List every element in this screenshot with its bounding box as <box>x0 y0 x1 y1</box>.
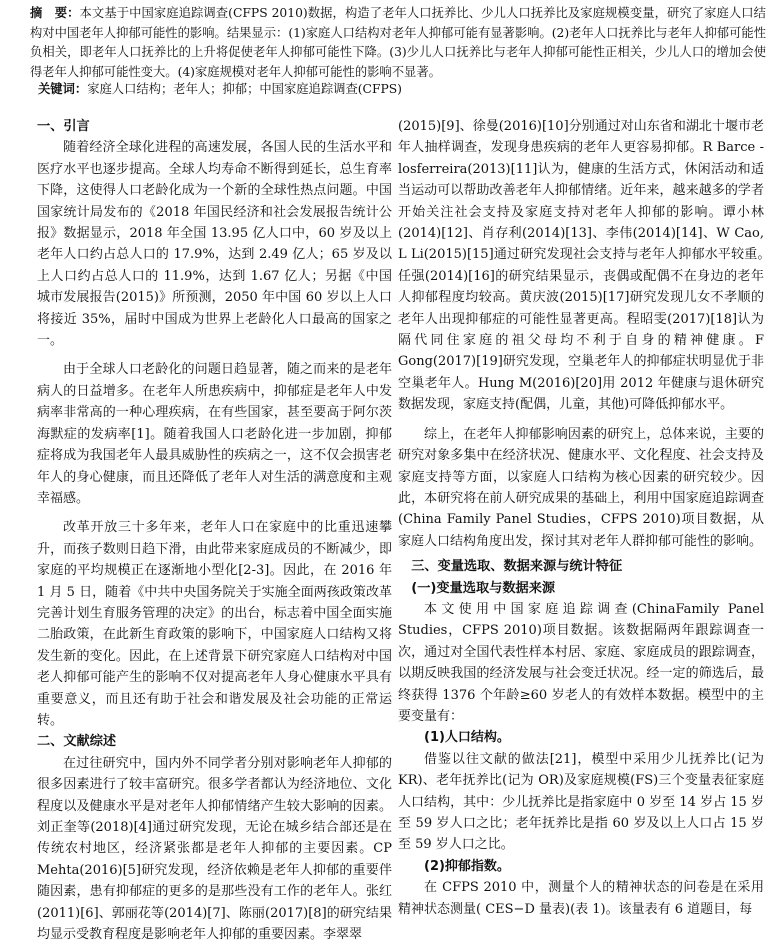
section-heading-introduction: 一、引言 <box>37 119 90 134</box>
paragraph: 综上，在老年人抑郁影响因素的研究上，总体来说，主要的研究对象多集中在经济状况、健康水平、文化程度、社会支持及家庭支持等方面，以家庭人口结构为核心因素的研究较少。因此，本研究将在前人研究成果的基础上，利用中国家庭追踪调查(China Family Panel Studies，CFPS 2010)项目数据，从家庭人口结构角度出发，探讨其对老年人群抑郁可能性的影响。 <box>398 426 764 549</box>
keywords-text: 家庭人口结构；老年人；抑郁；中国家庭追踪调查(CFPS) <box>87 82 402 96</box>
subsection-heading-data-source: (一)变量选取与数据来源 <box>411 580 556 596</box>
subheading-depression-index: (2)抑郁指数。 <box>424 858 510 874</box>
left-column <box>37 116 392 945</box>
section-heading-literature-review: 二、文献综述 <box>37 734 117 750</box>
abstract-label: 摘 要： <box>30 6 80 20</box>
paragraph: 改革开放三十多年来，老年人口在家庭中的比重迅速攀升，而孩子数则日趋下滑，由此带来家庭成员的不断减少，即家庭的平均规模正在逐渐地小型化[2-3]。因此，在 2016 年 1 月 5 日，随着《中共中央国务院关于实施全面两孩政策改革完善计划生育服务管理的决定》的出台，标志着中国全面实施二胎政策，在此新生育政策的影响下，中国家庭人口结构又将发生新的变化。因此，在上述背景下研究家庭人口结构对中国老人抑郁可能产生的影响不仅对提高老年人身心健康水平具有重要意义，而且还有助于社会和谐发展及社会功能的正常运转。 <box>37 520 392 728</box>
right-column <box>398 116 778 920</box>
abstract-text: 本文基于中国家庭追踪调查(CFPS 2010)数据，构造了老年人口抚养比、少儿人口抚养比及家庭规模变量，研究了家庭人口结构对中国老年人抑郁可能性的影响。结果显示：(1)家庭人口结构对老年人抑郁可能有显著影响。(2)老年人口抚养比与老年人抑郁可能性负相关，即老年人口抚养比的上升将促使老年人抑郁可能性下降。(3)少儿人口抚养比与老年人抑郁可能性正相关，少儿人口的增加会使得老年人抑郁可能性变大。(4)家庭规模对老年人抑郁可能性的影响不显著。 <box>30 6 766 79</box>
keywords <box>38 80 766 99</box>
paragraph: 由于全球人口老龄化的问题日趋显著，随之而来的是老年病人的日益增多。在老年人所患疾病中，抑郁症是老年人中发病率非常高的一种心理疾病，在有些国家，甚至要高于阿尔茨海默症的发病率[1]。随着我国人口老龄化进一步加剧，抑郁症将成为我国老年人最具威胁性的疾病之一，这不仅会损害老年人的身心健康，而且还降低了老年人对生活的满意度和主观幸福感。 <box>37 362 392 506</box>
subheading-population-structure: (1)人口结构。 <box>424 730 510 746</box>
paragraph: (2015)[9]、徐曼(2016)[10]分别通过对山东省和湖北十堰市老年人抽样调查，发现身患疾病的老年人更容易抑郁。R Barce - losferreira(2013)[11]认为，健康的生活方式，休闲活动和适当运动可以帮助改善老年人抑郁情绪。近年来，越来越多的学者开始关注社会支持及家庭支持对老年人抑郁的影响。谭小林(2014)[12]、肖存利(2014)[13]、李伟(2014)[14]、W Cao, L Li(2015)[15]通过研究发现社会支持与老年人抑郁水平较重。 任强(2014)[16]的研究结果显示，丧偶或配偶不在身边的老年人抑郁程度均较高。黄庆波(2015)[17]研究发现儿女不孝顺的老年人出现抑郁症的可能性显著更高。程昭雯(2017)[18]认为隔代同住家庭的祖父母均不利于自身的精神健康。F Gong(2017)[19]研究发现，空巢老年人的抑郁症状明显优于非空巢老年人。Hung M(2016)[20]用 2012 年健康与退休研究数据发现，家庭支持(配偶，儿童，其他)可降低抑郁水平。 <box>398 119 778 413</box>
paragraph: 随着经济全球化进程的高速发展，各国人民的生活水平和医疗水平也逐步提高。全球人均寿命不断得到延长，总生育率下降，这使得人口老龄化成为一个新的全球性热点问题。中国国家统计局发布的《2018 年国民经济和社会发展报告统计公报》数据显示，2018 年全国 13.95 亿人口中，60 岁及以上老年人口约占总人口的 17.9%，达到 2.49 亿人；65 岁及以上人口约占总人口的 11.9%，达到 1.67 亿人；另据《中国城市发展报告(2015)》所预测，2050 年中国 60 岁以上人口将接近 35%，届时中国成为世界上老龄化人口最高的国家之一。 <box>37 140 392 349</box>
paragraph: 在 CFPS 2010 中，测量个人的精神状态的问卷是在采用精神状态测量( CES−D 量表)(表 1)。该量表有 6 道题目，每 <box>398 880 764 917</box>
keywords-label: 关键词： <box>38 82 88 96</box>
paragraph: 本文使用中国家庭追踪调查(ChinaFamily Panel Studies，CFPS 2010)项目数据。该数据隔两年跟踪调查一次，通过对全国代表性样本村居、家庭、家庭成员的跟踪调查，以期反映我国的经济发展与社会变迁状况。经一定的筛选后，最终获得 1376 个年龄≥60 岁老人的有效样本数据。模型中的主要变量有： <box>398 601 764 724</box>
paragraph: 在过往研究中，国内外不同学者分别对影响老年人抑郁的很多因素进行了较丰富研究。很多学者都认为经济地位、文化程度以及健康水平是对老年人抑郁情绪产生较大影响的因素。刘正奎等(2018)[4]通过研究发现，无论在城乡结合部还是在传统农村地区，经济紧张都是老年人抑郁的主要因素。CP Mehta(2016)[5]研究发现，经济依赖是老年人抑郁的重要伴随因素，患有抑郁症的更多的是那些没有工作的老年人。张红(2011)[6]、郭丽花等(2014)[7]、陈丽(2017)[8]的研究结果均显示受教育程度是影响老年人抑郁的重要因素。李翠翠 <box>37 755 392 943</box>
section-heading-variables: 三、变量选取、数据来源与统计特征 <box>411 559 623 575</box>
abstract <box>30 4 766 82</box>
paragraph: 借鉴以往文献的做法[21]，模型中采用少儿抚养比(记为 KR)、老年抚养比(记为 OR)及家庭规模(FS)三个变量表征家庭人口结构，其中：少儿抚养比是指家庭中 0 岁至 14 岁占 15 岁至 59 岁人口之比；老年抚养比是指 60 岁及以上人口占 15 岁至 59 岁人口之比。 <box>398 751 764 853</box>
